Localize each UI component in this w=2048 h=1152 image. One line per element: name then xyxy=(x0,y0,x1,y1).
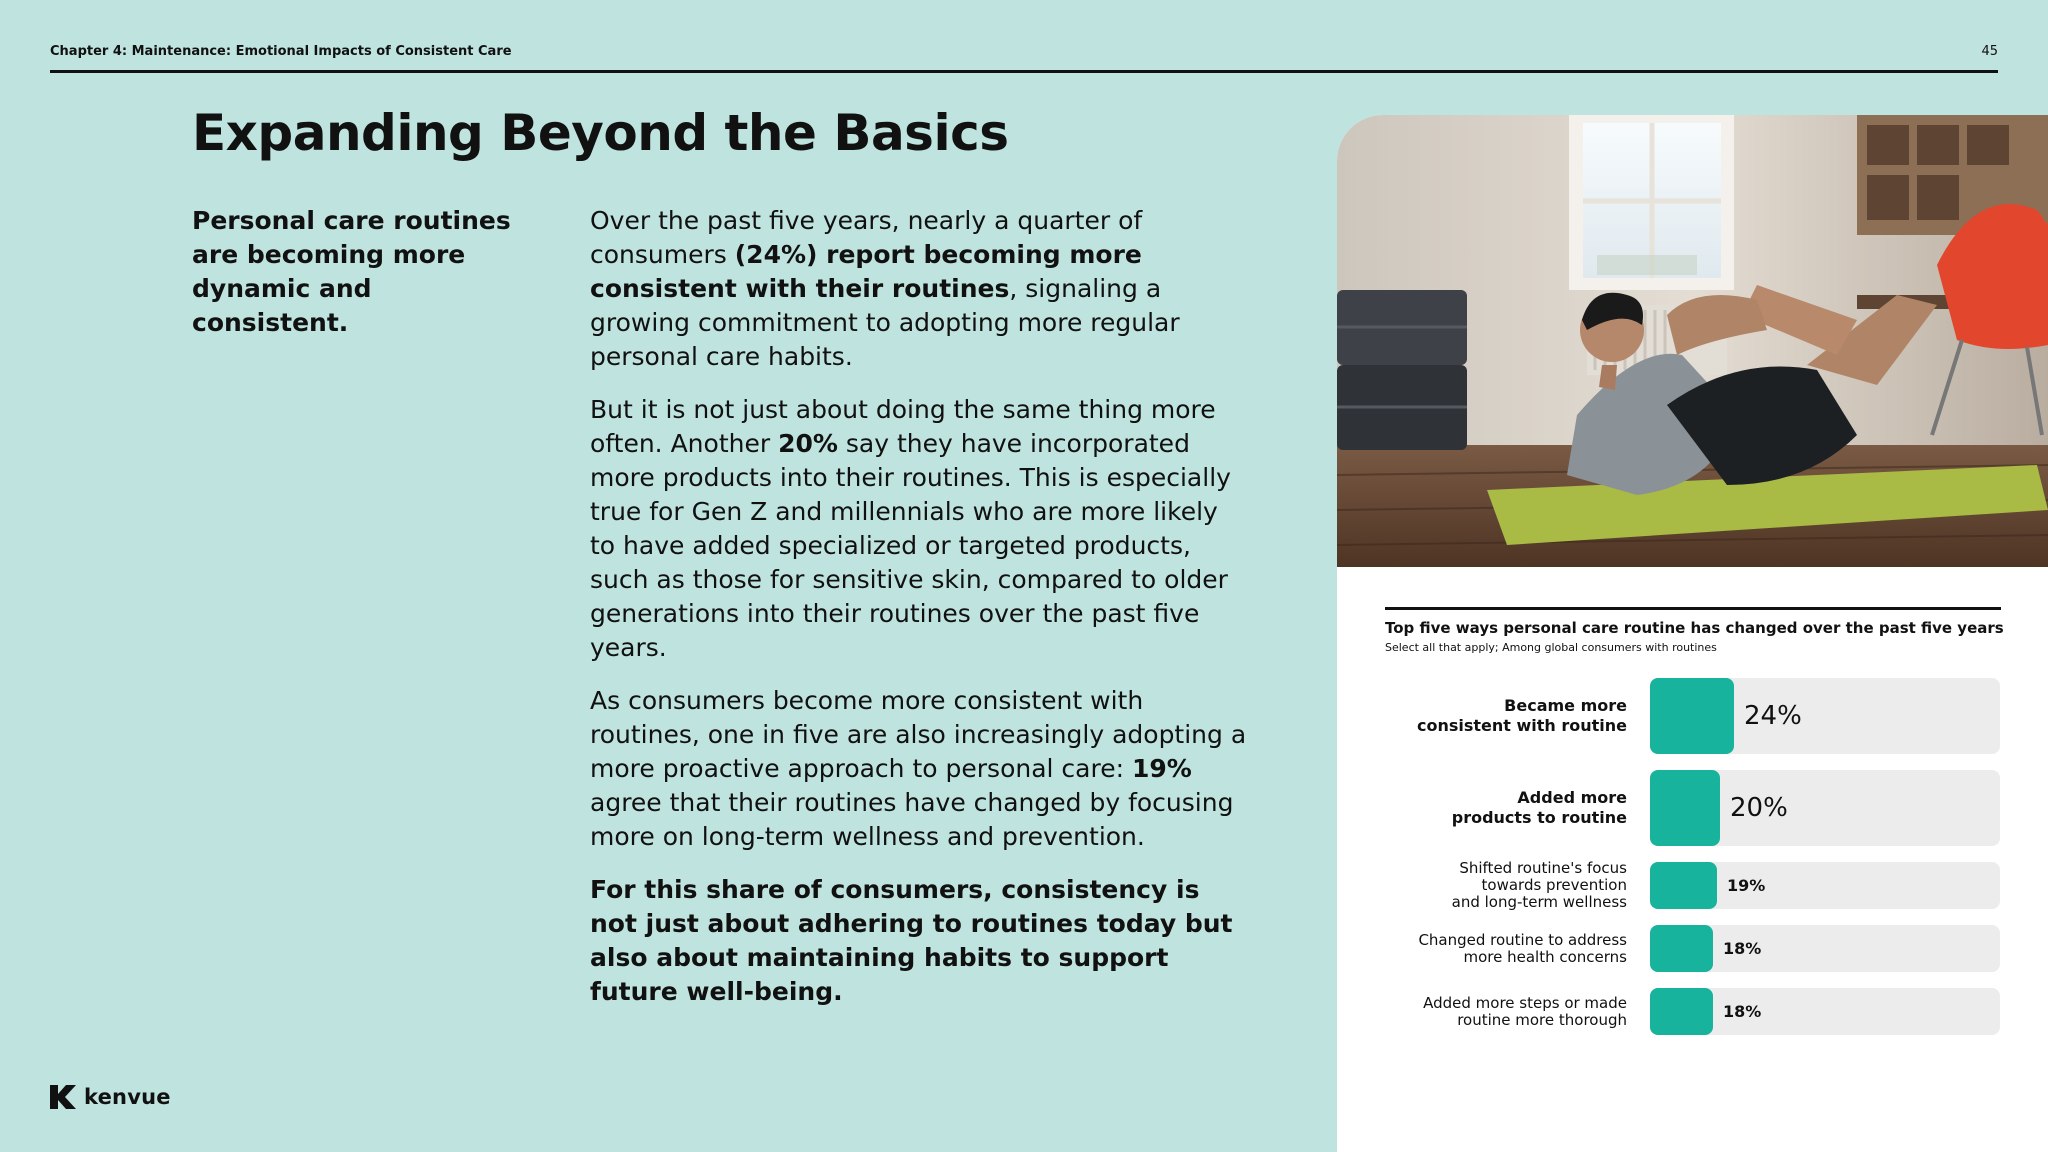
bar-label xyxy=(1418,932,1627,966)
p1-text-bold: (24%) report becoming more consistent with their routines xyxy=(590,240,1142,303)
bar-value-label: 18% xyxy=(1723,939,1762,958)
chart-title: Top five ways personal care routine has changed over the past five years xyxy=(1385,619,2004,637)
paragraph-3 xyxy=(590,684,1250,854)
bar-track xyxy=(1650,770,2000,846)
bar-value-label: 24% xyxy=(1744,701,1802,731)
chart-subtitle: Select all that apply; Among global consumers with routines xyxy=(1385,641,1717,654)
bar-value-label: 20% xyxy=(1730,793,1788,823)
kenvue-logo xyxy=(50,1085,171,1109)
bar-label xyxy=(1452,788,1627,828)
page-number: 45 xyxy=(1981,44,1998,59)
body-text xyxy=(590,204,1250,1028)
p2-text-bold: 20% xyxy=(778,429,838,458)
p2-text-c: say they have incorporated more products into their routines. This is especially true for Gen Z and millennials who are more likely to have added specialized or targeted products, such as those for sensitive skin, compared to older generations into their routines over the past five years. xyxy=(590,429,1231,662)
p2-text-a: But it is not just about doing the same thing more often. Another xyxy=(590,395,1216,458)
bar-label xyxy=(1452,860,1627,911)
bar-track xyxy=(1650,988,2000,1035)
bar-label-line: routine more thorough xyxy=(1457,1010,1627,1029)
bar-label-line: Shifted routine's focus xyxy=(1459,859,1627,877)
bar-label-line: Added more xyxy=(1517,788,1627,807)
p3-text-bold: 19% xyxy=(1131,754,1192,783)
kenvue-k-icon xyxy=(50,1085,76,1109)
chart-panel xyxy=(1337,115,2048,1152)
bar-label-line: Became more xyxy=(1504,696,1627,715)
bar xyxy=(1650,678,1734,754)
bar-label-line: and long-term wellness xyxy=(1451,893,1627,911)
lede-text: Personal care routines are becoming more dynamic and consistent. xyxy=(192,206,511,337)
bar-value-label: 18% xyxy=(1723,1002,1762,1021)
paragraph-2 xyxy=(590,393,1250,665)
bar-value-label: 19% xyxy=(1727,876,1766,895)
bar-label-line: Added more steps or made xyxy=(1423,993,1627,1012)
bar-label xyxy=(1417,696,1627,736)
p3-text-a: As consumers become more consistent with routines, one in five are also increasingly adopting a more proactive approach to personal care: xyxy=(590,686,1247,783)
bar-track xyxy=(1650,678,2000,754)
bar-label-line: Changed routine to address xyxy=(1418,930,1627,949)
p1-text-a: Over the past five years, nearly a quarter of consumers xyxy=(590,206,1143,269)
bar xyxy=(1650,925,1713,972)
bar xyxy=(1650,770,1720,846)
bar xyxy=(1650,988,1713,1035)
bar-label-line: towards prevention xyxy=(1481,876,1627,894)
bar-label-line: more health concerns xyxy=(1463,947,1627,966)
p3-text-c: agree that their routines have changed by focusing more on long-term wellness and prevention. xyxy=(590,788,1234,851)
p1-text-c: , signaling a growing commitment to adopting more regular personal care habits. xyxy=(590,274,1180,371)
paragraph-4: For this share of consumers, consistency is not just about adhering to routines today but also about maintaining habits to support future well-being. xyxy=(590,875,1233,1006)
bar-label xyxy=(1423,995,1627,1029)
bar-track xyxy=(1650,862,2000,909)
bar-label-line: products to routine xyxy=(1451,808,1627,827)
page-title: Expanding Beyond the Basics xyxy=(192,104,1009,162)
page-header xyxy=(50,44,1998,59)
paragraph-1 xyxy=(590,204,1250,374)
bar-chart xyxy=(1337,115,2048,1152)
chapter-title: Chapter 4: Maintenance: Emotional Impacts of Consistent Care xyxy=(50,44,512,59)
bar-label-line: consistent with routine xyxy=(1416,716,1627,735)
bar-track xyxy=(1650,925,2000,972)
header-divider xyxy=(50,70,1998,73)
logo-wordmark: kenvue xyxy=(84,1085,171,1109)
bar xyxy=(1650,862,1717,909)
